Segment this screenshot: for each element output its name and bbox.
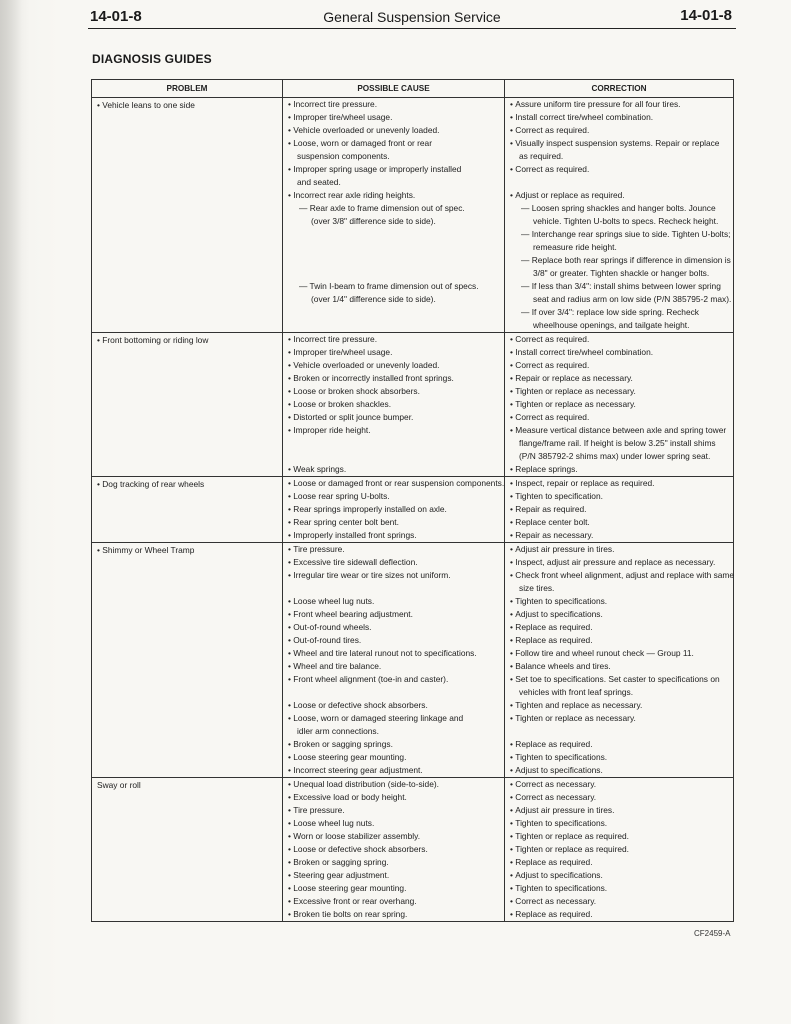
cause-line: — Twin I-beam to frame dimension out of specs. bbox=[299, 281, 479, 291]
cause-line: • Loose or broken shock absorbers. bbox=[288, 385, 500, 398]
diagnosis-table bbox=[91, 79, 734, 922]
correction-line: • Tighten to specifications. bbox=[510, 751, 729, 764]
page-header bbox=[88, 6, 736, 29]
blank-line bbox=[288, 241, 500, 254]
section-title: DIAGNOSIS GUIDES bbox=[92, 52, 212, 66]
correction-line: • Tighten or replace as necessary. bbox=[510, 385, 729, 398]
correction-line: • Balance wheels and tires. bbox=[510, 660, 729, 673]
correction-line: • Replace as required. bbox=[510, 856, 729, 869]
correction-line: size tires. bbox=[519, 583, 555, 593]
cause-line: • Incorrect steering gear adjustment. bbox=[288, 764, 500, 777]
possible-cause-cell bbox=[283, 778, 505, 922]
problem-text: • Vehicle leans to one side bbox=[97, 100, 195, 110]
cause-line: • Broken tie bolts on rear spring. bbox=[288, 908, 500, 921]
cause-line: • Loose or broken shackles. bbox=[288, 398, 500, 411]
cause-line: • Loose or defective shock absorbers. bbox=[288, 843, 500, 856]
problem-cell bbox=[92, 98, 283, 333]
cause-line: • Distorted or split jounce bumper. bbox=[288, 411, 500, 424]
correction-line: • Adjust or replace as required. bbox=[510, 189, 729, 202]
problem-text: Sway or roll bbox=[97, 780, 141, 790]
correction-line: • Correct as required. bbox=[510, 359, 729, 372]
page-number-right: 14-01-8 bbox=[680, 7, 732, 24]
correction-line: • Tighten to specifications. bbox=[510, 595, 729, 608]
correction-line: • Tighten or replace as necessary. bbox=[510, 712, 729, 725]
cause-line: • Front wheel alignment (toe-in and caster). bbox=[288, 673, 500, 686]
possible-cause-cell bbox=[283, 477, 505, 543]
table-header-row bbox=[92, 80, 734, 98]
cause-line: • Improper tire/wheel usage. bbox=[288, 346, 500, 359]
correction-line: • Replace center bolt. bbox=[510, 516, 729, 529]
cause-line: • Irregular tire wear or tire sizes not uniform. bbox=[288, 569, 500, 582]
cause-line: • Improper ride height. bbox=[288, 424, 500, 437]
correction-line: • Replace as required. bbox=[510, 908, 729, 921]
correction-line: • Correct as required. bbox=[510, 124, 729, 137]
correction-line: • Set toe to specifications. Set caster to specifications on bbox=[510, 673, 729, 686]
figure-code: CF2459-A bbox=[694, 929, 731, 938]
cause-line: • Loose, worn or damaged front or rear bbox=[288, 137, 500, 150]
correction-line: • Visually inspect suspension systems. Repair or replace bbox=[510, 137, 729, 150]
cause-line: • Broken or sagging spring. bbox=[288, 856, 500, 869]
correction-line: flange/frame rail. If height is below 3.25" install shims bbox=[519, 438, 716, 448]
blank-line bbox=[288, 306, 500, 319]
cause-line: • Loose steering gear mounting. bbox=[288, 882, 500, 895]
correction-line: • Check front wheel alignment, adjust and replace with same bbox=[510, 569, 729, 582]
correction-line: • Tighten or replace as necessary. bbox=[510, 398, 729, 411]
correction-line: • Adjust to specifications. bbox=[510, 608, 729, 621]
correction-line: • Inspect, repair or replace as required. bbox=[510, 477, 729, 490]
cause-line: • Vehicle overloaded or unevenly loaded. bbox=[288, 359, 500, 372]
cause-line: • Weak springs. bbox=[288, 463, 500, 476]
cause-line: • Excessive load or body height. bbox=[288, 791, 500, 804]
correction-line: • Tighten to specifications. bbox=[510, 882, 729, 895]
column-header-problem: PROBLEM bbox=[92, 80, 283, 98]
column-header-cause: POSSIBLE CAUSE bbox=[283, 80, 505, 98]
problem-text: • Dog tracking of rear wheels bbox=[97, 479, 205, 489]
correction-line: as required. bbox=[519, 151, 564, 161]
correction-line: — Loosen spring shackles and hanger bolts. Jounce bbox=[521, 203, 716, 213]
blank-line bbox=[288, 267, 500, 280]
correction-line: • Follow tire and wheel runout check — Group 11. bbox=[510, 647, 729, 660]
blank-line bbox=[288, 319, 500, 332]
correction-cell bbox=[505, 543, 734, 778]
cause-line: • Rear springs improperly installed on axle. bbox=[288, 503, 500, 516]
blank-line bbox=[510, 725, 729, 738]
correction-line: wheelhouse openings, and tailgate height. bbox=[533, 320, 690, 330]
cause-line: • Loose steering gear mounting. bbox=[288, 751, 500, 764]
correction-line: • Adjust to specifications. bbox=[510, 869, 729, 882]
problem-cell bbox=[92, 333, 283, 477]
diagnosis-table-body bbox=[92, 98, 734, 922]
correction-line: — If over 3/4": replace low side spring. Recheck bbox=[521, 307, 699, 317]
cause-line: idler arm connections. bbox=[297, 726, 379, 736]
correction-line: • Correct as necessary. bbox=[510, 791, 729, 804]
cause-line: (over 1/4" difference side to side). bbox=[311, 294, 436, 304]
correction-line: • Repair or replace as necessary. bbox=[510, 372, 729, 385]
cause-line: — Rear axle to frame dimension out of spec. bbox=[299, 203, 465, 213]
correction-cell bbox=[505, 778, 734, 922]
page-title: General Suspension Service bbox=[323, 9, 501, 25]
cause-line: • Incorrect rear axle riding heights. bbox=[288, 189, 500, 202]
correction-line: • Install correct tire/wheel combination. bbox=[510, 111, 729, 124]
cause-line: • Loose wheel lug nuts. bbox=[288, 595, 500, 608]
correction-cell bbox=[505, 98, 734, 333]
correction-line: • Adjust air pressure in tires. bbox=[510, 543, 729, 556]
table-row bbox=[92, 543, 734, 778]
problem-cell bbox=[92, 778, 283, 922]
correction-line: (P/N 385792-2 shims max) under lower spring seat. bbox=[519, 451, 711, 461]
cause-line: (over 3/8" difference side to side). bbox=[311, 216, 436, 226]
correction-cell bbox=[505, 477, 734, 543]
cause-line: • Incorrect tire pressure. bbox=[288, 333, 500, 346]
correction-line: • Correct as necessary. bbox=[510, 895, 729, 908]
correction-line: • Measure vertical distance between axle and spring tower bbox=[510, 424, 729, 437]
correction-line: — Interchange rear springs siue to side. Tighten U-bolts; bbox=[521, 229, 731, 239]
blank-line bbox=[288, 437, 500, 450]
cause-line: • Out-of-round tires. bbox=[288, 634, 500, 647]
correction-line: • Replace as required. bbox=[510, 634, 729, 647]
cause-line: • Loose, worn or damaged steering linkage and bbox=[288, 712, 500, 725]
page-number-left: 14-01-8 bbox=[90, 8, 142, 25]
table-row bbox=[92, 477, 734, 543]
cause-line: • Broken or incorrectly installed front springs. bbox=[288, 372, 500, 385]
cause-line: • Vehicle overloaded or unevenly loaded. bbox=[288, 124, 500, 137]
cause-line: • Broken or sagging springs. bbox=[288, 738, 500, 751]
correction-line: • Adjust air pressure in tires. bbox=[510, 804, 729, 817]
problem-text: • Front bottoming or riding low bbox=[97, 335, 209, 345]
correction-line: • Tighten or replace as required. bbox=[510, 830, 729, 843]
column-header-correction: CORRECTION bbox=[505, 80, 734, 98]
cause-line: • Wheel and tire balance. bbox=[288, 660, 500, 673]
problem-cell bbox=[92, 477, 283, 543]
correction-line: • Replace as required. bbox=[510, 738, 729, 751]
correction-line: — If less than 3/4": install shims between lower spring bbox=[521, 281, 721, 291]
correction-line: • Correct as required. bbox=[510, 333, 729, 346]
possible-cause-cell bbox=[283, 98, 505, 333]
correction-line: • Inspect, adjust air pressure and replace as necessary. bbox=[510, 556, 729, 569]
correction-line: • Repair as necessary. bbox=[510, 529, 729, 542]
blank-line bbox=[288, 450, 500, 463]
cause-line: • Excessive tire sidewall deflection. bbox=[288, 556, 500, 569]
cause-line: • Out-of-round wheels. bbox=[288, 621, 500, 634]
cause-line: • Rear spring center bolt bent. bbox=[288, 516, 500, 529]
correction-line: — Replace both rear springs if difference in dimension is bbox=[521, 255, 731, 265]
cause-line: suspension components. bbox=[297, 151, 390, 161]
correction-line: • Adjust to specifications. bbox=[510, 764, 729, 777]
blank-line bbox=[510, 176, 729, 189]
cause-line: • Front wheel bearing adjustment. bbox=[288, 608, 500, 621]
table-row bbox=[92, 98, 734, 333]
cause-line: • Tire pressure. bbox=[288, 804, 500, 817]
correction-line: • Replace as required. bbox=[510, 621, 729, 634]
problem-cell bbox=[92, 543, 283, 778]
correction-line: • Assure uniform tire pressure for all four tires. bbox=[510, 98, 729, 111]
problem-text: • Shimmy or Wheel Tramp bbox=[97, 545, 195, 555]
cause-line: • Incorrect tire pressure. bbox=[288, 98, 500, 111]
cause-line: • Loose or defective shock absorbers. bbox=[288, 699, 500, 712]
cause-line: • Wheel and tire lateral runout not to specifications. bbox=[288, 647, 500, 660]
cause-line: • Excessive front or rear overhang. bbox=[288, 895, 500, 908]
cause-line: • Loose rear spring U-bolts. bbox=[288, 490, 500, 503]
cause-line: • Improperly installed front springs. bbox=[288, 529, 500, 542]
correction-line: • Tighten to specification. bbox=[510, 490, 729, 503]
blank-line bbox=[288, 582, 500, 595]
table-row bbox=[92, 778, 734, 922]
possible-cause-cell bbox=[283, 543, 505, 778]
blank-line bbox=[288, 228, 500, 241]
binding-shadow bbox=[0, 0, 22, 1024]
correction-line: • Repair as required. bbox=[510, 503, 729, 516]
correction-line: • Correct as required. bbox=[510, 411, 729, 424]
cause-line: • Loose wheel lug nuts. bbox=[288, 817, 500, 830]
correction-line: • Correct as necessary. bbox=[510, 778, 729, 791]
cause-line: • Steering gear adjustment. bbox=[288, 869, 500, 882]
cause-line: • Tire pressure. bbox=[288, 543, 500, 556]
correction-line: • Tighten and replace as necessary. bbox=[510, 699, 729, 712]
correction-line: 3/8" or greater. Tighten shackle or hanger bolts. bbox=[533, 268, 710, 278]
blank-line bbox=[288, 254, 500, 267]
correction-line: vehicles with front leaf springs. bbox=[519, 687, 634, 697]
correction-line: • Tighten to specifications. bbox=[510, 817, 729, 830]
cause-line: • Improper tire/wheel usage. bbox=[288, 111, 500, 124]
correction-line: remeasure ride height. bbox=[533, 242, 617, 252]
correction-line: vehicle. Tighten U-bolts to specs. Recheck height. bbox=[533, 216, 719, 226]
cause-line: • Improper spring usage or improperly installed bbox=[288, 163, 500, 176]
correction-line: • Tighten or replace as required. bbox=[510, 843, 729, 856]
possible-cause-cell bbox=[283, 333, 505, 477]
correction-line: • Correct as required. bbox=[510, 163, 729, 176]
blank-line bbox=[288, 686, 500, 699]
correction-line: seat and radius arm on low side (P/N 385795-2 max). bbox=[533, 294, 732, 304]
correction-cell bbox=[505, 333, 734, 477]
table-row bbox=[92, 333, 734, 477]
correction-line: • Install correct tire/wheel combination. bbox=[510, 346, 729, 359]
cause-line: • Worn or loose stabilizer assembly. bbox=[288, 830, 500, 843]
cause-line: • Unequal load distribution (side-to-side). bbox=[288, 778, 500, 791]
cause-line: and seated. bbox=[297, 177, 341, 187]
correction-line: • Replace springs. bbox=[510, 463, 729, 476]
cause-line: • Loose or damaged front or rear suspension components. bbox=[288, 477, 500, 490]
